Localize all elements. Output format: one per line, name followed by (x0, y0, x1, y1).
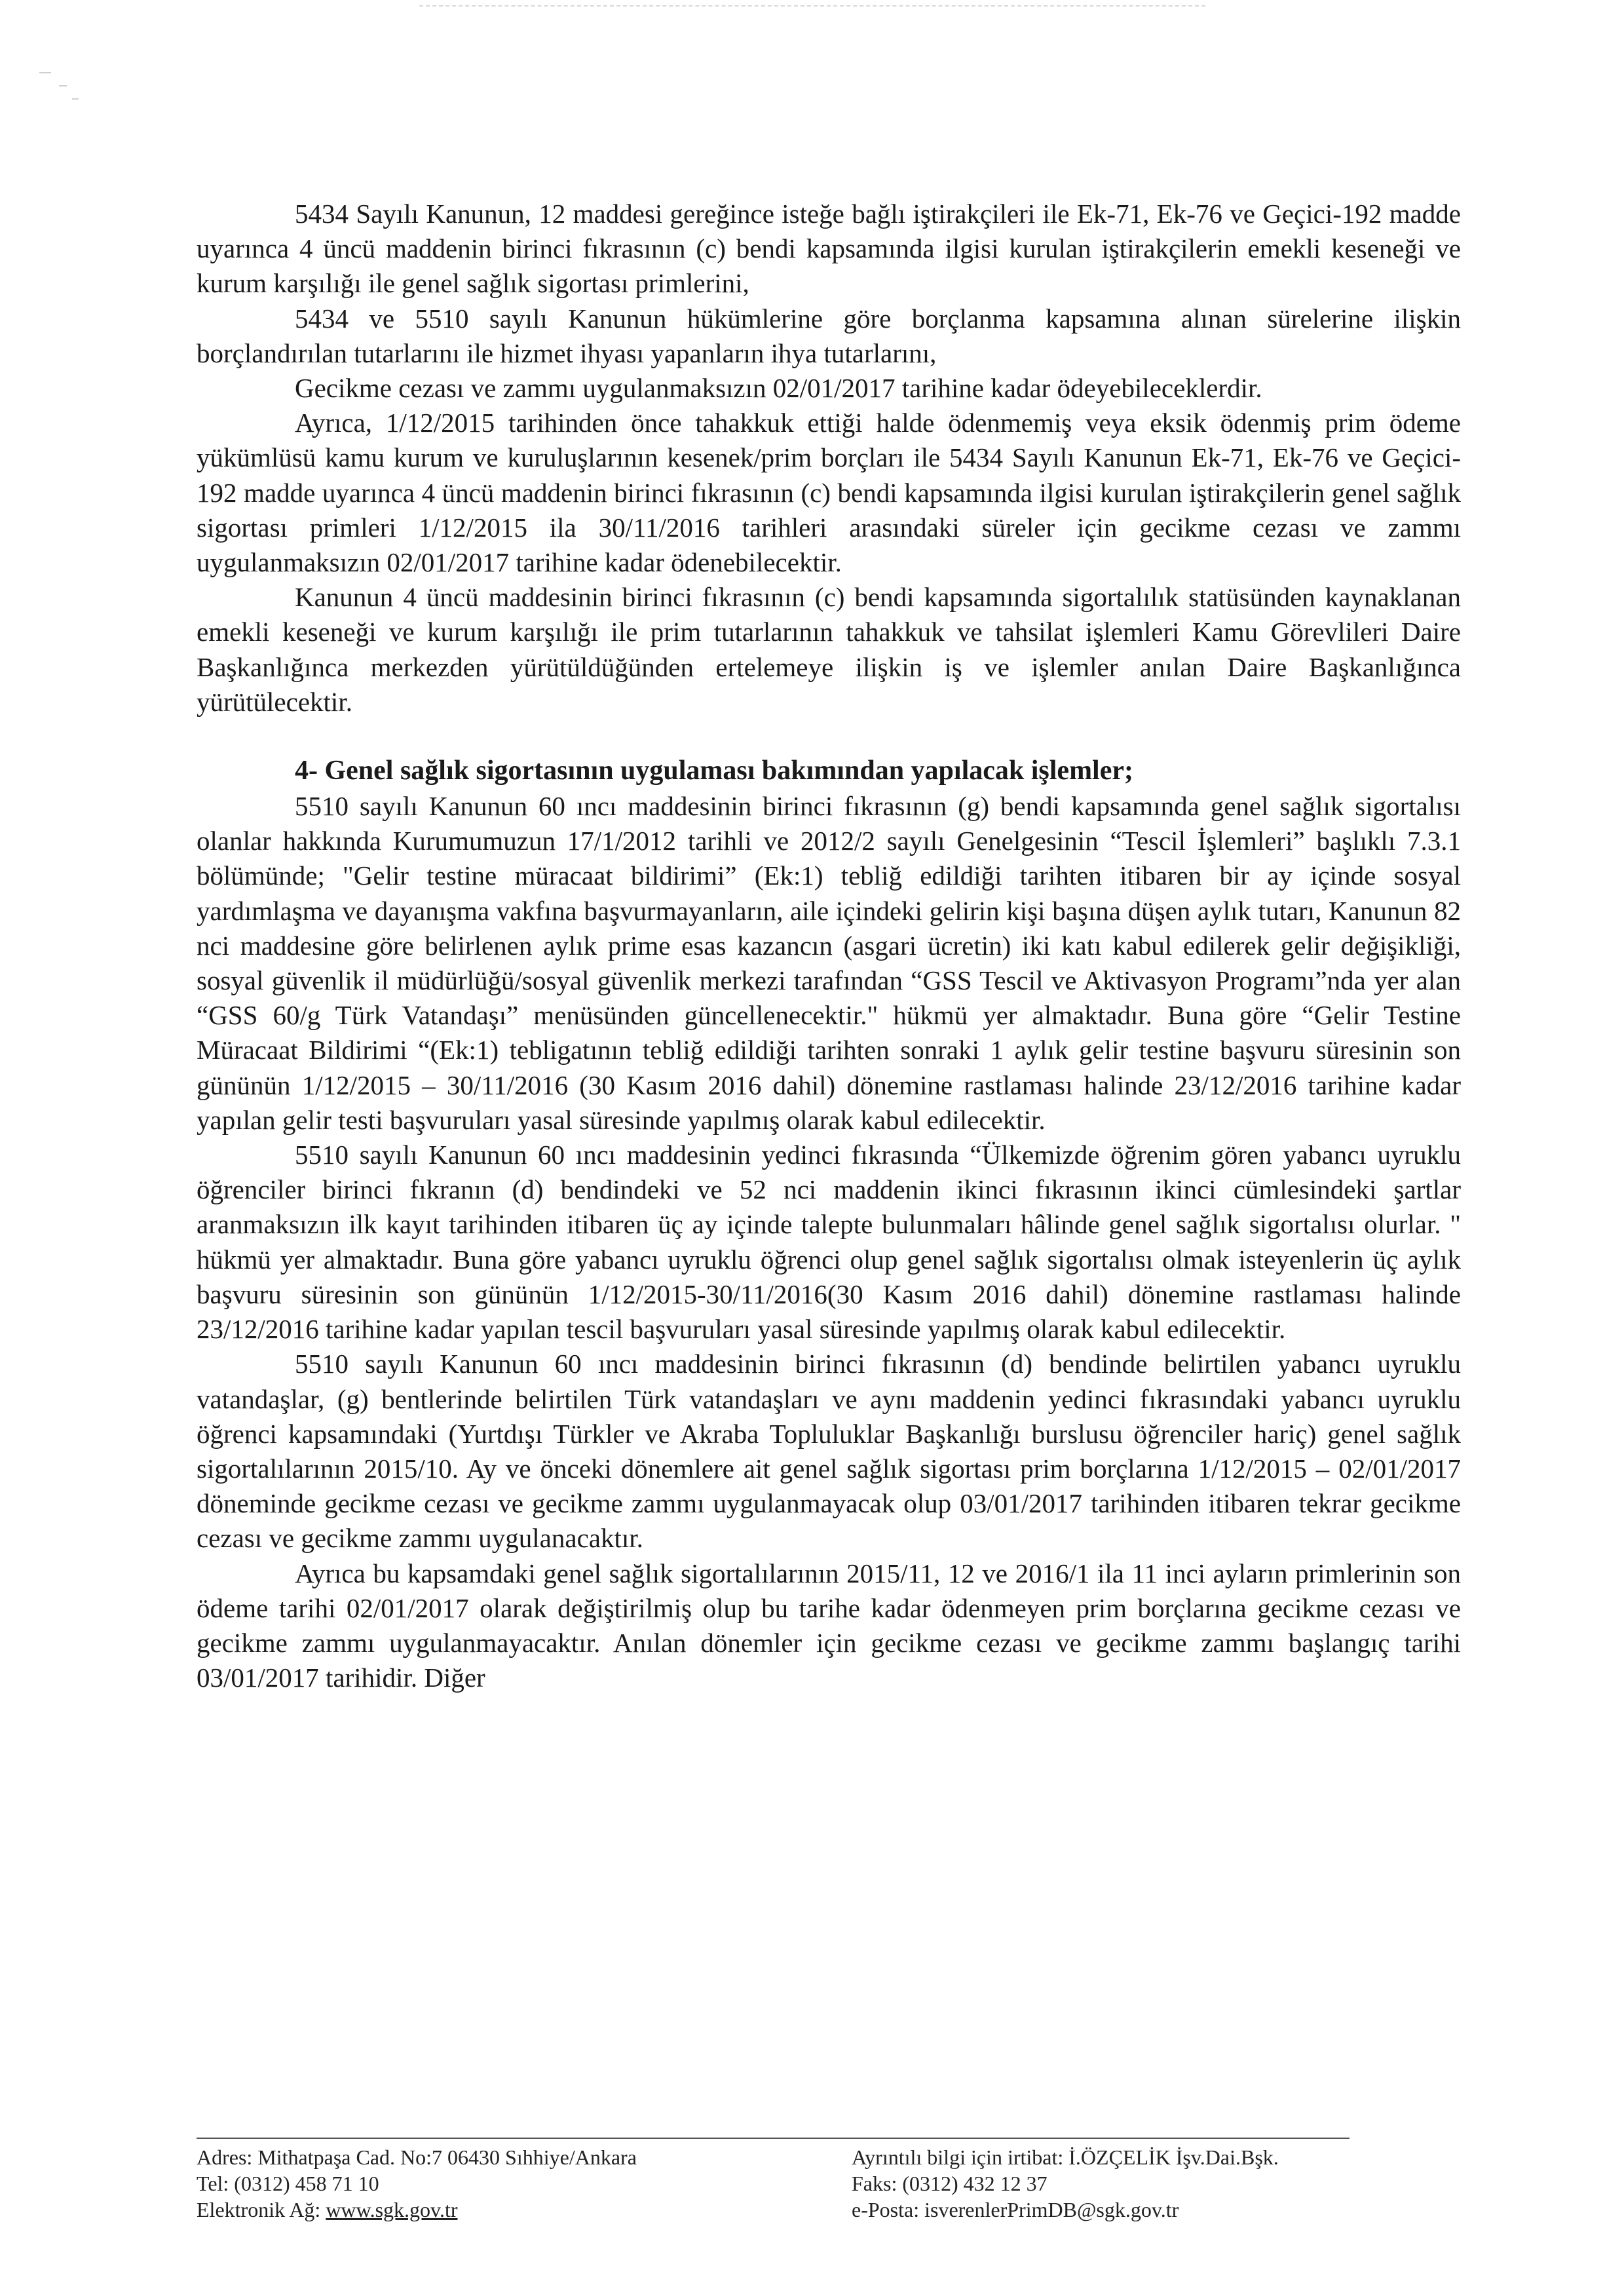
document-body (197, 197, 1461, 1695)
paragraph-public-institution-debts: Ayrıca, 1/12/2015 tarihinden önce tahakkuk ettiği halde ödenmemiş veya eksik ödenmiş prim ödeme yükümlüsü kamu kurum ve kuruluşlarının kesenek/prim borçları ile 5434 Sayılı Kanunun Ek-71, Ek-76 ve Geçici-192 madde uyarınca 4 üncü maddenin birinci fıkrasının (c) bendi kapsamında ilgisi kurulan iştirakçilerin genel sağlık sigortası primleri 1/12/2015 ila 30/11/2016 tarihleri arasındaki süreler için gecikme cezası ve zammı uygulanmaksızın 02/01/2017 tarihine kadar ödenebilecektir. (197, 408, 1461, 578)
footer-phone: Tel: (0312) 458 71 10 (197, 2172, 379, 2195)
footer-fax: Faks: (0312) 432 12 37 (852, 2172, 1048, 2195)
footer-address-block (197, 2144, 819, 2223)
footer-contact-block (852, 2144, 1441, 2223)
footer-web (197, 2197, 819, 2223)
footer-contact: Ayrıntılı bilgi için irtibat: İ.ÖZÇELİK İşv.Dai.Bşk. (852, 2145, 1279, 2169)
paragraph-penalty-deadline: Gecikme cezası ve zammı uygulanmaksızın 02/01/2017 tarihine kadar ödeyebileceklerdir. (295, 373, 1262, 404)
paragraph-foreign-students: 5510 sayılı Kanunun 60 ıncı maddesinin yedinci fıkrasında “Ülkemizde öğrenim gören yabancı uyruklu öğrenciler birinci fıkranın (d) bendindeki ve 52 nci maddenin ikinci fıkrasının ikinci cümlesindeki şartlar aranmaksızın ilk kayıt tarihinden itibaren üç ay içinde talepte bulunmaları hâlinde genel sağlık sigortalısı olurlar. " hükmü yer almaktadır. Buna göre yabancı uyruklu öğrenci olup genel sağlık sigortalısı olmak isteyenlerin üç aylık başvuru süresinin son gününün 1/12/2015-30/11/2016(30 Kasım 2016 dahil) dönemine rastlaması halinde 23/12/2016 tarihine kadar yapılan tescil başvuruları yasal süresinde yapılmış olarak kabul edilecektir. (197, 1140, 1461, 1345)
paragraph-civil-servants-dept: Kanunun 4 üncü maddesinin birinci fıkrasının (c) bendi kapsamında sigortalılık statüsünden kaynaklanan emekli keseneği ve kurum karşılığı ile prim tutarlarının tahakkuk ve tahsilat işlemleri Kamu Görevlileri Daire Başkanlığınca merkezden yürütüldüğünden ertelemeye ilişkin iş ve işlemler anılan Daire Başkanlığınca yürütülecektir. (197, 582, 1461, 717)
paragraph-payment-due-dates: Ayrıca bu kapsamdaki genel sağlık sigortalılarının 2015/11, 12 ve 2016/1 ila 11 inci ayların primlerinin son ödeme tarihi 02/01/2017 olarak değiştirilmiş olup bu tarihe kadar ödenmeyen prim borçlarına gecikme cezası ve gecikme zammı uygulanmayacaktır. Anılan dönemler için gecikme cezası ve gecikme zammı başlangıç tarihi 03/01/2017 tarihidir. Diğer (197, 1558, 1461, 1693)
paragraph-foreign-nationals-debts: 5510 sayılı Kanunun 60 ıncı maddesinin birinci fıkrasının (d) bendinde belirtilen yabancı uyruklu vatandaşlar, (g) bentlerinde belirtilen Türk vatandaşları ve aynı maddenin yedinci fıkrasındaki yabancı uyruklu öğrenci kapsamındaki (Yurtdışı Türkler ve Akraba Topluluklar Başkanlığı burslusu öğrenciler hariç) genel sağlık sigortalılarının 2015/10. Ay ve önceki dönemlere ait genel sağlık sigortası prim borçlarına 1/12/2015 – 02/01/2017 döneminde gecikme cezası ve gecikme zammı uygulanmayacak olup 03/01/2017 tarihinden itibaren tekrar gecikme cezası ve gecikme zammı uygulanacaktır. (197, 1349, 1461, 1554)
paragraph-income-test: 5510 sayılı Kanunun 60 ıncı maddesinin birinci fıkrasının (g) bendi kapsamında genel sağlık sigortalısı olanlar hakkında Kurumumuzun 17/1/2012 tarihli ve 2012/2 sayılı Genelgesinin “Tescil İşlemleri” başlıklı 7.3.1 bölümünde; "Gelir testine müracaat bildirimi” (Ek:1) tebliğ edildiği tarihten itibaren bir ay içinde sosyal yardımlaşma ve dayanışma vakfına başvurmayanların, aile içindeki gelirin kişi başına düşen aylık tutarı, Kanunun 82 nci maddesine göre belirlenen aylık prime esas kazancın (asgari ücretin) iki katı kabul edilerek gelir değişikliği, sosyal güvenlik il müdürlüğü/sosyal güvenlik merkezi tarafından “GSS Tescil ve Aktivasyon Programı”nda yer alan “GSS 60/g Türk Vatandaşı” menüsünden güncellenecektir." hükmü yer almaktadır. Buna göre “Gelir Testine Müracaat Bildirimi “(Ek:1) tebligatının tebliğ edildiği tarihten sonraki 1 aylık gelir testine başvuru süresinin son gününün 1/12/2015 – 30/11/2016 (30 Kasım 2016 dahil) dönemine rastlaması halinde 23/12/2016 tarihine kadar yapılan gelir testi başvuruları yasal süresinde yapılmış olarak kabul edilecektir. (197, 791, 1461, 1135)
footer-divider (197, 2138, 1350, 2139)
paragraph-contribution-payments: 5434 Sayılı Kanunun, 12 maddesi gereğince isteğe bağlı iştirakçileri ile Ek-71, Ek-76 ve Geçici-192 madde uyarınca 4 üncü maddenin birinci fıkrasının (c) bendi kapsamında ilgisi kurulan iştirakçilerin emekli keseneği ve kurum karşılığı ile genel sağlık sigortası primlerini, (197, 199, 1461, 299)
section-heading-gss: 4- Genel sağlık sigortasının uygulaması bakımından yapılacak işlemler; (295, 756, 1133, 786)
footer-web-label: Elektronik Ağ: (197, 2198, 326, 2221)
paragraph-borrowing-amounts: 5434 ve 5510 sayılı Kanunun hükümlerine göre borçlanma kapsamına alınan sürelerine ilişkin borçlandırılan tutarlarını ile hizmet ihyası yapanların ihya tutarlarını, (197, 303, 1461, 368)
scan-edge-line (419, 5, 1205, 7)
footer-email[interactable]: e-Posta: isverenlerPrimDB@sgk.gov.tr (852, 2198, 1179, 2221)
scan-artifact (39, 72, 92, 105)
footer-address: Adres: Mithatpaşa Cad. No:7 06430 Sıhhiye/Ankara (197, 2145, 637, 2169)
footer-web-link[interactable]: www.sgk.gov.tr (326, 2198, 458, 2221)
